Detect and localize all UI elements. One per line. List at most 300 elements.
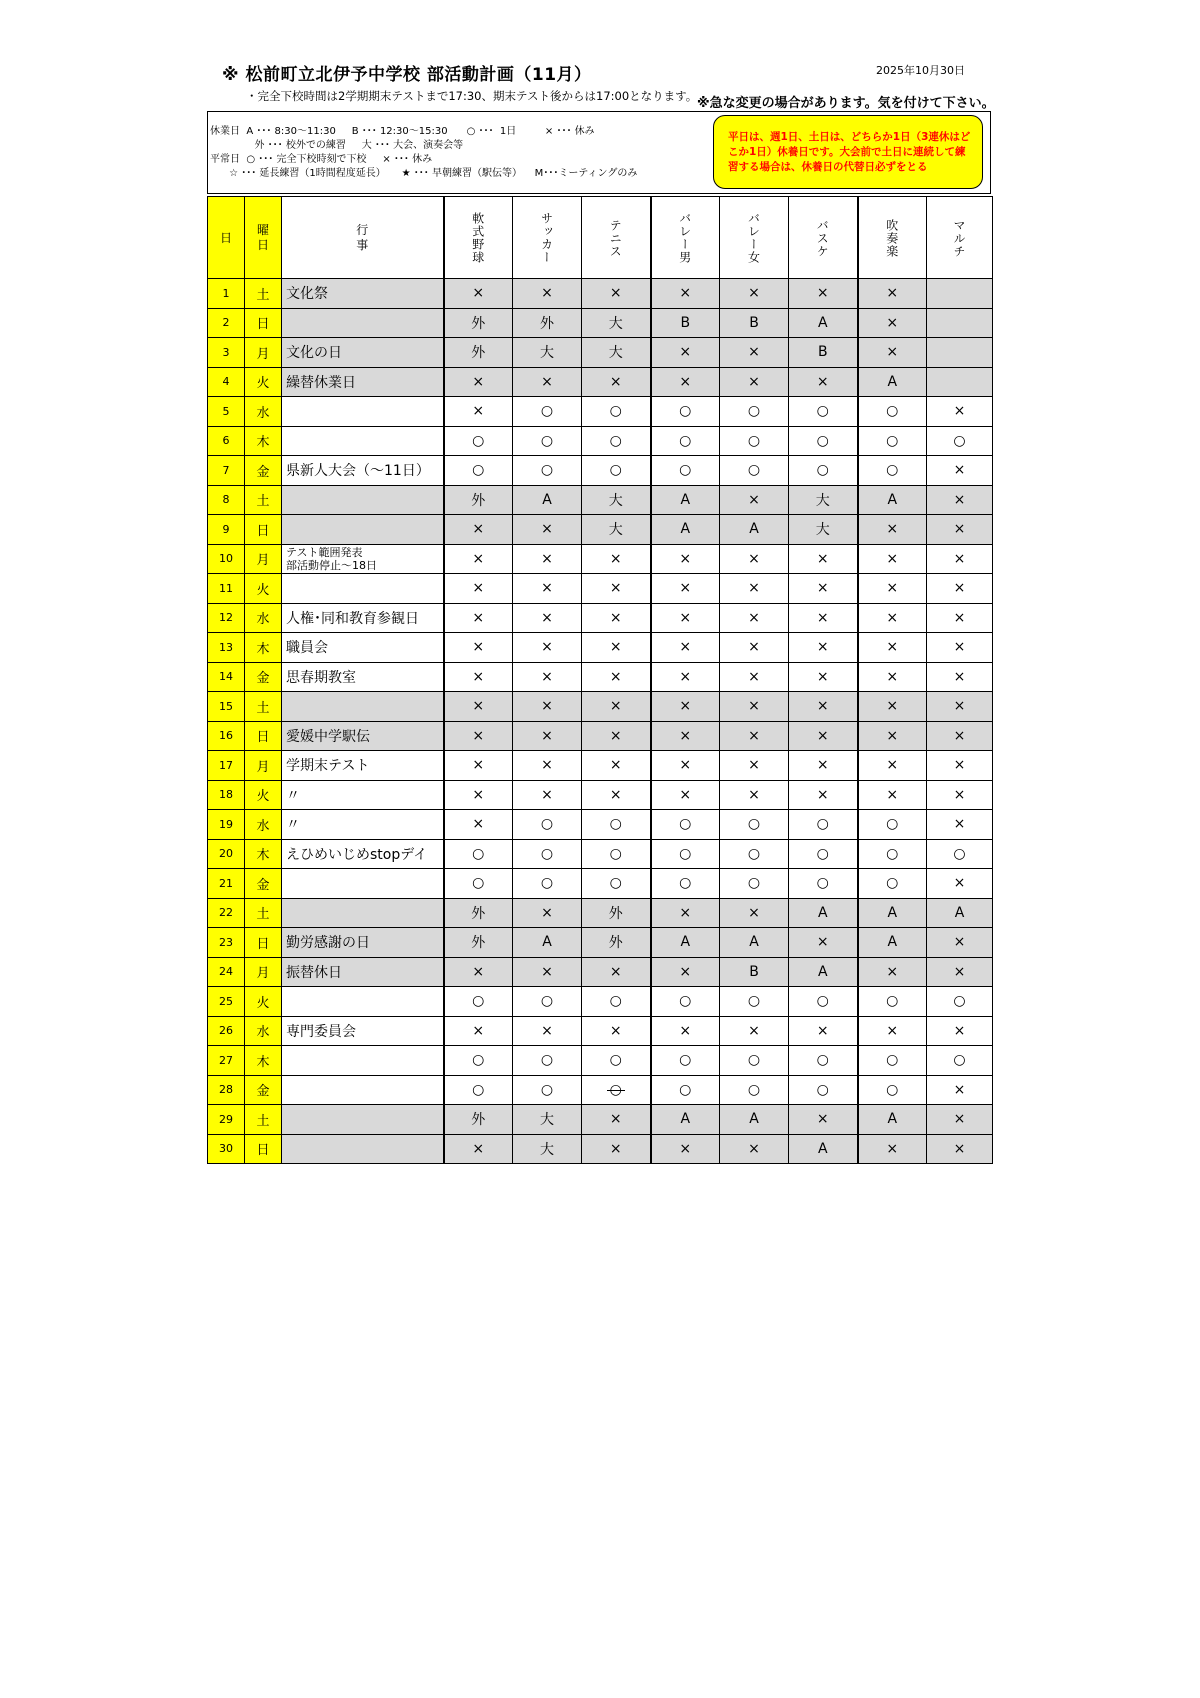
row-day: 22	[208, 898, 245, 928]
row-weekday: 水	[245, 603, 282, 633]
row-club-status: ×	[927, 544, 993, 574]
header-club-volleyball-girls: バレー女	[720, 197, 789, 279]
table-row	[208, 1075, 993, 1105]
row-day: 4	[208, 367, 245, 397]
row-weekday: 月	[245, 338, 282, 368]
row-day: 10	[208, 544, 245, 574]
row-club-status: ○	[582, 839, 651, 869]
row-club-status: ×	[651, 633, 720, 663]
header-event: 行事	[282, 197, 444, 279]
row-club-status: ○	[858, 397, 927, 427]
row-club-status: A	[789, 1134, 858, 1164]
table-row	[208, 928, 993, 958]
row-club-status: ○	[858, 1046, 927, 1076]
row-club-status: ○	[789, 426, 858, 456]
row-club-status: A	[651, 485, 720, 515]
table-row	[208, 338, 993, 368]
row-day: 19	[208, 810, 245, 840]
row-club-status: ○	[513, 1075, 582, 1105]
row-club-status: ×	[720, 1134, 789, 1164]
row-weekday: 日	[245, 928, 282, 958]
row-weekday: 日	[245, 1134, 282, 1164]
row-club-status: 大	[582, 338, 651, 368]
row-event	[282, 898, 444, 928]
row-club-status: ○	[720, 1075, 789, 1105]
row-club-status: A	[858, 928, 927, 958]
row-club-status: ×	[513, 633, 582, 663]
row-club-status: ×	[513, 515, 582, 545]
row-club-status: ×	[651, 751, 720, 781]
row-club-status: ×	[720, 751, 789, 781]
row-day: 8	[208, 485, 245, 515]
table-row	[208, 957, 993, 987]
legend-line-1: 休業日 A ･･･ 8:30～11:30 B ･･･ 12:30～15:30 ○ ･･･ 1日 × ･･･ 休み	[210, 126, 595, 137]
row-club-status: A	[858, 367, 927, 397]
row-event: 文化の日	[282, 338, 444, 368]
row-club-status: ×	[720, 721, 789, 751]
row-club-status: ×	[927, 721, 993, 751]
row-club-status: ○	[651, 869, 720, 899]
row-weekday: 月	[245, 544, 282, 574]
row-club-status: ×	[582, 633, 651, 663]
row-weekday: 土	[245, 1105, 282, 1135]
row-club-status: A	[720, 1105, 789, 1135]
row-club-status: ○	[858, 987, 927, 1017]
row-event: 文化祭	[282, 279, 444, 309]
table-row	[208, 574, 993, 604]
row-club-status: ×	[444, 662, 513, 692]
row-club-status: ×	[582, 662, 651, 692]
row-club-status: A	[651, 1105, 720, 1135]
row-weekday: 木	[245, 839, 282, 869]
table-row	[208, 1105, 993, 1135]
row-weekday: 金	[245, 662, 282, 692]
row-club-status: ×	[858, 692, 927, 722]
row-club-status: ○	[513, 397, 582, 427]
row-club-status	[927, 308, 993, 338]
header-weekday: 曜日	[245, 197, 282, 279]
row-day: 5	[208, 397, 245, 427]
header-day: 日	[208, 197, 245, 279]
row-weekday: 日	[245, 515, 282, 545]
row-day: 18	[208, 780, 245, 810]
row-club-status: ×	[789, 662, 858, 692]
row-club-status: ×	[927, 869, 993, 899]
legend-line-4: ☆ ･･･ 延長練習（1時間程度延長） ★ ･･･ 早朝練習（駅伝等） M･･･ミーティングのみ	[210, 168, 638, 179]
row-day: 12	[208, 603, 245, 633]
row-weekday: 土	[245, 898, 282, 928]
row-club-status: ○	[651, 987, 720, 1017]
row-event: 県新人大会（～11日）	[282, 456, 444, 486]
row-event	[282, 397, 444, 427]
row-club-status	[927, 279, 993, 309]
row-club-status: ×	[858, 544, 927, 574]
row-club-status: ○	[513, 1046, 582, 1076]
row-day: 6	[208, 426, 245, 456]
row-club-status: B	[789, 338, 858, 368]
row-club-status	[582, 1075, 651, 1105]
row-club-status: 大	[513, 1105, 582, 1135]
row-weekday: 火	[245, 367, 282, 397]
row-club-status: ×	[582, 957, 651, 987]
row-club-status: ○	[789, 1075, 858, 1105]
row-club-status: ○	[513, 839, 582, 869]
row-club-status: ×	[927, 928, 993, 958]
row-club-status: ×	[789, 928, 858, 958]
row-club-status: ○	[789, 987, 858, 1017]
row-event	[282, 987, 444, 1017]
row-club-status: ○	[582, 1046, 651, 1076]
row-club-status: A	[858, 1105, 927, 1135]
row-event	[282, 1134, 444, 1164]
row-club-status: ×	[858, 957, 927, 987]
row-club-status: ×	[444, 1016, 513, 1046]
row-club-status: A	[720, 928, 789, 958]
row-club-status: ×	[513, 780, 582, 810]
row-day: 26	[208, 1016, 245, 1046]
row-club-status: ×	[927, 957, 993, 987]
row-club-status: ×	[789, 544, 858, 574]
row-club-status: ×	[444, 279, 513, 309]
row-club-status: ×	[720, 898, 789, 928]
row-club-status: ×	[789, 1105, 858, 1135]
row-day: 14	[208, 662, 245, 692]
row-club-status: ×	[789, 574, 858, 604]
row-day: 20	[208, 839, 245, 869]
row-club-status: ×	[789, 780, 858, 810]
row-club-status: ×	[789, 603, 858, 633]
row-club-status: ×	[582, 574, 651, 604]
row-club-status: ○	[858, 839, 927, 869]
row-club-status: ○	[927, 426, 993, 456]
row-club-status: ×	[927, 1134, 993, 1164]
table-row	[208, 869, 993, 899]
row-club-status: A	[651, 515, 720, 545]
row-event: 勤労感謝の日	[282, 928, 444, 958]
club-schedule-table	[207, 196, 993, 1164]
row-club-status: ×	[789, 279, 858, 309]
row-club-status: 大	[582, 515, 651, 545]
row-event	[282, 308, 444, 338]
row-club-status: ○	[582, 810, 651, 840]
change-warning-note: ※急な変更の場合があります。気を付けて下さい。	[697, 96, 995, 111]
row-club-status: ×	[858, 1016, 927, 1046]
row-event: テスト範囲発表 部活動停止～18日	[282, 544, 444, 574]
row-club-status: ×	[444, 544, 513, 574]
struck-status: ○	[609, 1081, 622, 1098]
row-club-status: ×	[582, 279, 651, 309]
row-club-status: ×	[789, 692, 858, 722]
row-day: 24	[208, 957, 245, 987]
row-club-status: ×	[858, 574, 927, 604]
table-row	[208, 721, 993, 751]
row-club-status: ○	[651, 397, 720, 427]
row-club-status: ×	[513, 367, 582, 397]
row-club-status: ×	[651, 1016, 720, 1046]
table-row	[208, 810, 993, 840]
row-club-status: ○	[444, 426, 513, 456]
row-club-status: ×	[444, 633, 513, 663]
row-weekday: 月	[245, 957, 282, 987]
row-club-status: A	[513, 485, 582, 515]
row-weekday: 水	[245, 397, 282, 427]
row-club-status: ×	[444, 603, 513, 633]
row-club-status: ×	[720, 692, 789, 722]
row-club-status: ○	[444, 456, 513, 486]
row-weekday: 金	[245, 1075, 282, 1105]
row-day: 21	[208, 869, 245, 899]
table-row	[208, 662, 993, 692]
row-club-status: ○	[858, 456, 927, 486]
row-club-status: ×	[651, 957, 720, 987]
row-club-status: ×	[651, 780, 720, 810]
row-club-status: 外	[444, 1105, 513, 1135]
row-club-status: ×	[513, 544, 582, 574]
row-club-status: ×	[582, 603, 651, 633]
row-club-status: ○	[858, 810, 927, 840]
row-club-status: B	[720, 308, 789, 338]
row-club-status: ×	[651, 692, 720, 722]
row-day: 29	[208, 1105, 245, 1135]
row-club-status: ×	[651, 574, 720, 604]
row-club-status: ○	[720, 869, 789, 899]
row-club-status: ×	[927, 810, 993, 840]
table-row	[208, 515, 993, 545]
row-club-status: ○	[858, 869, 927, 899]
row-club-status: ×	[651, 721, 720, 751]
row-weekday: 土	[245, 485, 282, 515]
table-row	[208, 485, 993, 515]
row-club-status: ×	[513, 662, 582, 692]
row-event	[282, 574, 444, 604]
row-club-status: ○	[651, 1046, 720, 1076]
row-club-status: 外	[582, 928, 651, 958]
row-weekday: 水	[245, 1016, 282, 1046]
table-row	[208, 1046, 993, 1076]
row-club-status: ×	[651, 603, 720, 633]
row-club-status: ×	[513, 692, 582, 722]
row-club-status: ○	[789, 456, 858, 486]
row-club-status: 外	[444, 898, 513, 928]
row-weekday: 木	[245, 1046, 282, 1076]
row-club-status: ×	[720, 544, 789, 574]
row-club-status: ○	[789, 869, 858, 899]
row-club-status: ○	[858, 426, 927, 456]
row-club-status: ×	[444, 721, 513, 751]
table-row	[208, 839, 993, 869]
row-day: 28	[208, 1075, 245, 1105]
row-club-status: ×	[858, 279, 927, 309]
table-row	[208, 987, 993, 1017]
row-weekday: 金	[245, 869, 282, 899]
row-club-status: ○	[513, 869, 582, 899]
table-row	[208, 780, 993, 810]
row-club-status: 大	[582, 308, 651, 338]
row-club-status: ×	[651, 338, 720, 368]
row-club-status: ×	[789, 1016, 858, 1046]
row-weekday: 土	[245, 279, 282, 309]
header-club-volleyball-boys: バレー男	[651, 197, 720, 279]
row-club-status: ×	[858, 338, 927, 368]
row-event: 思春期教室	[282, 662, 444, 692]
row-weekday: 日	[245, 308, 282, 338]
row-club-status: ○	[720, 397, 789, 427]
row-club-status: 大	[582, 485, 651, 515]
row-club-status	[927, 367, 993, 397]
row-club-status: 大	[513, 1134, 582, 1164]
header-club-multi: マルチ	[927, 197, 993, 279]
row-club-status: ×	[927, 692, 993, 722]
row-day: 25	[208, 987, 245, 1017]
row-event: 繰替休業日	[282, 367, 444, 397]
row-club-status: ×	[651, 1134, 720, 1164]
row-day: 9	[208, 515, 245, 545]
row-club-status: ○	[651, 456, 720, 486]
row-club-status: ×	[858, 721, 927, 751]
row-club-status: ○	[582, 426, 651, 456]
row-club-status: ×	[582, 367, 651, 397]
row-club-status: ×	[927, 1105, 993, 1135]
table-row	[208, 898, 993, 928]
row-weekday: 月	[245, 751, 282, 781]
row-club-status: ×	[789, 751, 858, 781]
row-event	[282, 1105, 444, 1135]
page-title: ※ 松前町立北伊予中学校 部活動計画（11月）	[222, 65, 592, 85]
row-weekday: 木	[245, 426, 282, 456]
row-club-status: ○	[789, 839, 858, 869]
row-club-status: ○	[720, 426, 789, 456]
row-day: 23	[208, 928, 245, 958]
row-club-status: 外	[444, 338, 513, 368]
row-club-status: ×	[927, 456, 993, 486]
row-club-status: B	[720, 957, 789, 987]
row-club-status: A	[789, 308, 858, 338]
row-club-status: ×	[513, 898, 582, 928]
row-club-status: ×	[720, 603, 789, 633]
row-club-status: ×	[444, 574, 513, 604]
row-club-status: ×	[582, 721, 651, 751]
row-club-status: 外	[444, 928, 513, 958]
dismissal-time-note: ・完全下校時間は2学期期末テストまで17:30、期末テスト後からは17:00となります。	[246, 89, 698, 103]
row-club-status: ×	[444, 780, 513, 810]
row-club-status: ×	[444, 692, 513, 722]
row-club-status: ×	[858, 1134, 927, 1164]
header-club-tennis: テニス	[582, 197, 651, 279]
row-club-status: 外	[444, 485, 513, 515]
row-club-status: A	[651, 928, 720, 958]
row-club-status: ×	[651, 898, 720, 928]
row-club-status: ×	[582, 692, 651, 722]
row-club-status: ×	[444, 397, 513, 427]
row-club-status: ×	[789, 633, 858, 663]
row-day: 16	[208, 721, 245, 751]
row-club-status: ×	[789, 721, 858, 751]
row-club-status: ×	[720, 279, 789, 309]
row-club-status: ×	[513, 1016, 582, 1046]
row-club-status: ×	[651, 544, 720, 574]
row-club-status: ×	[858, 308, 927, 338]
row-club-status: ○	[513, 987, 582, 1017]
row-club-status: ×	[513, 721, 582, 751]
row-event: えひめいじめstopデイ	[282, 839, 444, 869]
row-club-status: ×	[582, 1016, 651, 1046]
row-event: 学期末テスト	[282, 751, 444, 781]
row-event: 職員会	[282, 633, 444, 663]
row-club-status: ×	[444, 810, 513, 840]
row-club-status: ○	[651, 426, 720, 456]
row-club-status: ×	[927, 780, 993, 810]
row-club-status: ×	[582, 544, 651, 574]
row-club-status: ×	[858, 780, 927, 810]
row-day: 2	[208, 308, 245, 338]
row-day: 7	[208, 456, 245, 486]
row-club-status: ×	[927, 515, 993, 545]
row-club-status: A	[720, 515, 789, 545]
row-club-status: ×	[444, 515, 513, 545]
row-club-status: ×	[513, 751, 582, 781]
row-event: 専門委員会	[282, 1016, 444, 1046]
row-event	[282, 1046, 444, 1076]
table-row	[208, 426, 993, 456]
row-club-status: ×	[858, 515, 927, 545]
row-club-status: ○	[858, 1075, 927, 1105]
row-club-status: ×	[513, 574, 582, 604]
row-weekday: 金	[245, 456, 282, 486]
row-club-status: ×	[651, 662, 720, 692]
row-day: 17	[208, 751, 245, 781]
row-club-status: ○	[582, 456, 651, 486]
row-event: 〃	[282, 780, 444, 810]
row-club-status: ○	[720, 1046, 789, 1076]
row-club-status: ○	[651, 839, 720, 869]
row-club-status: ○	[444, 839, 513, 869]
row-club-status: ○	[927, 987, 993, 1017]
row-club-status: ×	[513, 603, 582, 633]
table-row	[208, 603, 993, 633]
row-club-status: A	[789, 898, 858, 928]
row-event: 〃	[282, 810, 444, 840]
row-day: 13	[208, 633, 245, 663]
row-club-status: ○	[582, 987, 651, 1017]
table-row	[208, 456, 993, 486]
row-club-status: 大	[513, 338, 582, 368]
row-club-status: ○	[789, 1046, 858, 1076]
row-club-status: ×	[582, 1134, 651, 1164]
row-weekday: 水	[245, 810, 282, 840]
row-club-status: ○	[720, 456, 789, 486]
row-event	[282, 426, 444, 456]
table-row	[208, 279, 993, 309]
row-club-status: A	[513, 928, 582, 958]
table-row	[208, 692, 993, 722]
row-club-status: ×	[513, 957, 582, 987]
row-club-status: ×	[927, 1075, 993, 1105]
header-club-baseball: 軟式野球	[444, 197, 513, 279]
row-club-status: ○	[582, 397, 651, 427]
row-club-status: ×	[927, 485, 993, 515]
row-club-status: A	[927, 898, 993, 928]
row-club-status: ×	[858, 603, 927, 633]
row-event: 人権･同和教育参観日	[282, 603, 444, 633]
row-event: 愛媛中学駅伝	[282, 721, 444, 751]
row-club-status	[927, 338, 993, 368]
row-club-status: ×	[444, 1134, 513, 1164]
row-club-status: 大	[789, 515, 858, 545]
row-club-status: ×	[858, 633, 927, 663]
table-row	[208, 397, 993, 427]
row-club-status: ○	[720, 987, 789, 1017]
row-club-status: ○	[927, 1046, 993, 1076]
